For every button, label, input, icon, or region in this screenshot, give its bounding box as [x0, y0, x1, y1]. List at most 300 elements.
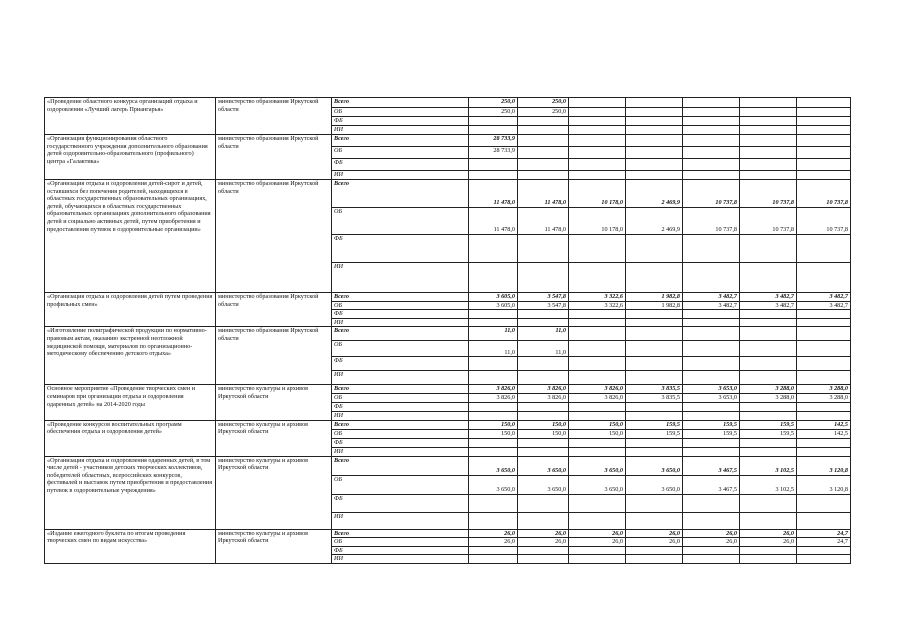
- amount-cell: 150,0: [518, 420, 569, 429]
- responsible-ministry: министерство образования Иркутской области: [216, 135, 332, 180]
- amount-cell: [740, 494, 797, 512]
- funding-source: ОБ: [332, 108, 469, 117]
- amount-cell: [740, 171, 797, 180]
- amount-cell: [683, 327, 740, 341]
- funding-source: ИИ: [332, 555, 469, 564]
- amount-cell: [740, 159, 797, 171]
- amount-cell: [626, 371, 683, 385]
- amount-cell: [518, 263, 569, 293]
- amount-cell: [797, 555, 851, 564]
- amount-cell: [626, 159, 683, 171]
- responsible-ministry: министерство культуры и архивов Иркутской области: [216, 456, 332, 529]
- amount-cell: [797, 438, 851, 447]
- amount-cell: 3 288,0: [797, 385, 851, 394]
- amount-cell: [469, 403, 518, 412]
- amount-cell: [469, 411, 518, 420]
- amount-cell: 26,0: [683, 538, 740, 547]
- amount-cell: [797, 171, 851, 180]
- amount-cell: [740, 235, 797, 263]
- amount-cell: [569, 126, 626, 135]
- amount-cell: 28 733,9: [469, 147, 518, 159]
- amount-cell: 3 120,8: [797, 456, 851, 475]
- funding-source: ОБ: [332, 538, 469, 547]
- amount-cell: [797, 108, 851, 117]
- funding-source: ФБ: [332, 117, 469, 126]
- amount-cell: [683, 512, 740, 529]
- responsible-ministry: министерство образования Иркутской области: [216, 98, 332, 135]
- amount-cell: 11 478,0: [518, 208, 569, 235]
- amount-cell: 3 650,0: [518, 475, 569, 494]
- amount-cell: [683, 263, 740, 293]
- amount-cell: 3 482,7: [797, 293, 851, 302]
- amount-cell: 3 467,5: [683, 456, 740, 475]
- amount-cell: 250,0: [469, 98, 518, 108]
- activity-description: «Организация отдыха и оздоровления детей-сирот и детей, оставшихся без попечения родителей, находящихся в областных государственных образовательных организациях, детей, обучающихся в областных государственных образовательных организациях дополнительного образования детей и социально активных детей, путем приобретения и предоставления путевок в оздоровительные организации»: [45, 180, 216, 293]
- amount-cell: [626, 108, 683, 117]
- amount-cell: 3 482,7: [740, 293, 797, 302]
- amount-cell: [469, 310, 518, 319]
- amount-cell: 10 178,0: [569, 180, 626, 208]
- amount-cell: [626, 235, 683, 263]
- amount-cell: [626, 411, 683, 420]
- amount-cell: 159,5: [740, 429, 797, 438]
- amount-cell: [740, 438, 797, 447]
- amount-cell: [518, 159, 569, 171]
- amount-cell: [518, 438, 569, 447]
- amount-cell: [518, 512, 569, 529]
- amount-cell: [626, 341, 683, 357]
- amount-cell: [797, 318, 851, 327]
- amount-cell: [626, 546, 683, 555]
- amount-cell: 159,5: [683, 420, 740, 429]
- amount-cell: 3 102,5: [740, 456, 797, 475]
- amount-cell: 3 322,6: [569, 293, 626, 302]
- table-row: [45, 98, 851, 108]
- amount-cell: [469, 159, 518, 171]
- amount-cell: [683, 341, 740, 357]
- amount-cell: [469, 494, 518, 512]
- amount-cell: [569, 546, 626, 555]
- amount-cell: [518, 147, 569, 159]
- funding-source: ИИ: [332, 126, 469, 135]
- amount-cell: [518, 447, 569, 456]
- amount-cell: [569, 263, 626, 293]
- funding-source: Всего: [332, 327, 469, 341]
- amount-cell: [518, 555, 569, 564]
- amount-cell: [797, 494, 851, 512]
- amount-cell: 26,0: [569, 538, 626, 547]
- activity-description: «Проведение конкурсов воспитательных программ обеспечения отдыха и оздоровления детей»: [45, 420, 216, 456]
- activity-description: «Изготовление полиграфической продукции по нормативно-правовым актам, оказанию экстренной неотложной медицинской помощи, материалов по организационно-методическому обеспечению детского отдыха»: [45, 327, 216, 385]
- amount-cell: 10 737,8: [797, 208, 851, 235]
- amount-cell: 3 650,0: [569, 456, 626, 475]
- amount-cell: 150,0: [569, 420, 626, 429]
- amount-cell: 26,0: [683, 529, 740, 538]
- table-row: [45, 420, 851, 429]
- amount-cell: 3 826,0: [518, 385, 569, 394]
- amount-cell: 3 288,0: [797, 394, 851, 403]
- amount-cell: [518, 235, 569, 263]
- amount-cell: [683, 235, 740, 263]
- amount-cell: [518, 546, 569, 555]
- amount-cell: [469, 126, 518, 135]
- amount-cell: [740, 371, 797, 385]
- amount-cell: [683, 147, 740, 159]
- amount-cell: 26,0: [469, 529, 518, 538]
- amount-cell: [683, 438, 740, 447]
- amount-cell: [469, 235, 518, 263]
- amount-cell: [569, 411, 626, 420]
- amount-cell: [797, 341, 851, 357]
- amount-cell: [740, 411, 797, 420]
- amount-cell: [740, 126, 797, 135]
- amount-cell: 3 650,0: [626, 475, 683, 494]
- amount-cell: 11,0: [518, 341, 569, 357]
- amount-cell: [740, 512, 797, 529]
- amount-cell: [469, 357, 518, 371]
- amount-cell: 26,0: [569, 529, 626, 538]
- amount-cell: [740, 98, 797, 108]
- amount-cell: 11 478,0: [469, 180, 518, 208]
- amount-cell: [469, 438, 518, 447]
- amount-cell: [469, 371, 518, 385]
- amount-cell: 26,0: [740, 529, 797, 538]
- amount-cell: [569, 371, 626, 385]
- amount-cell: 3 547,8: [518, 301, 569, 310]
- amount-cell: [683, 117, 740, 126]
- funding-source: Всего: [332, 385, 469, 394]
- amount-cell: [683, 555, 740, 564]
- amount-cell: [569, 171, 626, 180]
- amount-cell: 1 982,8: [626, 301, 683, 310]
- amount-cell: [518, 403, 569, 412]
- amount-cell: [626, 135, 683, 147]
- activity-description: «Проведение областного конкурса организаций отдыха и оздоровления «Лучший лагерь Приангарья»: [45, 98, 216, 135]
- amount-cell: [797, 235, 851, 263]
- amount-cell: 26,0: [469, 538, 518, 547]
- amount-cell: 3 826,0: [569, 385, 626, 394]
- amount-cell: 250,0: [518, 98, 569, 108]
- amount-cell: [626, 147, 683, 159]
- amount-cell: [740, 310, 797, 319]
- amount-cell: 26,0: [518, 529, 569, 538]
- amount-cell: [569, 341, 626, 357]
- amount-cell: [797, 411, 851, 420]
- amount-cell: [626, 512, 683, 529]
- amount-cell: [518, 411, 569, 420]
- amount-cell: [797, 447, 851, 456]
- amount-cell: 10 178,0: [569, 208, 626, 235]
- amount-cell: [569, 235, 626, 263]
- amount-cell: [683, 171, 740, 180]
- amount-cell: [740, 357, 797, 371]
- amount-cell: 24,7: [797, 529, 851, 538]
- amount-cell: [469, 512, 518, 529]
- amount-cell: [683, 411, 740, 420]
- amount-cell: [518, 171, 569, 180]
- activity-description: «Организация отдыха и оздоровления детей путем проведения профильных смен»: [45, 293, 216, 327]
- funding-source: ИИ: [332, 171, 469, 180]
- amount-cell: 3 650,0: [626, 456, 683, 475]
- amount-cell: [469, 555, 518, 564]
- amount-cell: [683, 98, 740, 108]
- amount-cell: [518, 371, 569, 385]
- amount-cell: 11,0: [469, 327, 518, 341]
- amount-cell: 3 288,0: [740, 394, 797, 403]
- amount-cell: [569, 135, 626, 147]
- amount-cell: [740, 403, 797, 412]
- amount-cell: 142,5: [797, 429, 851, 438]
- amount-cell: [569, 108, 626, 117]
- amount-cell: [683, 108, 740, 117]
- amount-cell: [797, 546, 851, 555]
- amount-cell: [569, 447, 626, 456]
- funding-source: ИИ: [332, 512, 469, 529]
- amount-cell: [518, 318, 569, 327]
- amount-cell: 10 737,8: [740, 208, 797, 235]
- amount-cell: 11,0: [469, 341, 518, 357]
- amount-cell: 1 982,8: [626, 293, 683, 302]
- amount-cell: 11 478,0: [469, 208, 518, 235]
- amount-cell: [518, 126, 569, 135]
- funding-source: ОБ: [332, 475, 469, 494]
- amount-cell: [469, 171, 518, 180]
- amount-cell: 3 288,0: [740, 385, 797, 394]
- amount-cell: [797, 357, 851, 371]
- funding-source: ФБ: [332, 403, 469, 412]
- amount-cell: [626, 447, 683, 456]
- amount-cell: [797, 159, 851, 171]
- amount-cell: [626, 171, 683, 180]
- amount-cell: 3 482,7: [797, 301, 851, 310]
- amount-cell: [683, 126, 740, 135]
- funding-source: ИИ: [332, 447, 469, 456]
- amount-cell: [683, 318, 740, 327]
- amount-cell: 159,5: [626, 429, 683, 438]
- amount-cell: [469, 117, 518, 126]
- amount-cell: [569, 117, 626, 126]
- amount-cell: [569, 159, 626, 171]
- amount-cell: [469, 546, 518, 555]
- amount-cell: 3 547,8: [518, 293, 569, 302]
- funding-source: ОБ: [332, 208, 469, 235]
- amount-cell: [626, 357, 683, 371]
- responsible-ministry: министерство культуры и архивов Иркутской области: [216, 385, 332, 420]
- amount-cell: [740, 108, 797, 117]
- funding-source: Всего: [332, 98, 469, 108]
- funding-table: [44, 97, 851, 564]
- amount-cell: [740, 447, 797, 456]
- amount-cell: 150,0: [569, 429, 626, 438]
- amount-cell: [518, 135, 569, 147]
- amount-cell: [683, 310, 740, 319]
- funding-source: ОБ: [332, 301, 469, 310]
- amount-cell: [740, 327, 797, 341]
- funding-source: ИИ: [332, 411, 469, 420]
- amount-cell: 159,5: [683, 429, 740, 438]
- amount-cell: [740, 341, 797, 357]
- funding-source: ФБ: [332, 235, 469, 263]
- amount-cell: [797, 263, 851, 293]
- amount-cell: [740, 263, 797, 293]
- activity-description: «Организация функционирования областного государственного учреждения дополнительного образования детей оздоровительно-образовательного (профильного) центра «Галактика»: [45, 135, 216, 180]
- responsible-ministry: министерство образования Иркутской области: [216, 180, 332, 293]
- amount-cell: 3 835,5: [626, 394, 683, 403]
- amount-cell: [740, 318, 797, 327]
- amount-cell: [626, 263, 683, 293]
- funding-source: ОБ: [332, 147, 469, 159]
- funding-source: ОБ: [332, 341, 469, 357]
- amount-cell: [569, 327, 626, 341]
- responsible-ministry: министерство культуры и архивов Иркутской области: [216, 529, 332, 563]
- amount-cell: [626, 126, 683, 135]
- funding-source: Всего: [332, 456, 469, 475]
- funding-source: ОБ: [332, 429, 469, 438]
- amount-cell: [683, 135, 740, 147]
- amount-cell: 3 835,5: [626, 385, 683, 394]
- amount-cell: [626, 403, 683, 412]
- amount-cell: 3 653,0: [683, 394, 740, 403]
- amount-cell: 159,5: [740, 420, 797, 429]
- amount-cell: [683, 357, 740, 371]
- activity-description: «Организация отдыха и оздоровления одаренных детей, в том числе детей - участников детских творческих коллективов, победителей областных, всероссийских конкурсов, фестивалей и выставок путем приобретения и предоставления путевок в оздоровительные учреждения»: [45, 456, 216, 529]
- amount-cell: [626, 318, 683, 327]
- amount-cell: 10 737,8: [683, 180, 740, 208]
- amount-cell: 10 737,8: [683, 208, 740, 235]
- amount-cell: [797, 98, 851, 108]
- responsible-ministry: министерство образования Иркутской области: [216, 293, 332, 327]
- amount-cell: 11,0: [518, 327, 569, 341]
- amount-cell: 3 826,0: [569, 394, 626, 403]
- amount-cell: 3 482,7: [740, 301, 797, 310]
- amount-cell: [469, 447, 518, 456]
- table-row: [45, 529, 851, 538]
- amount-cell: 28 733,9: [469, 135, 518, 147]
- funding-source: ИИ: [332, 263, 469, 293]
- amount-cell: [683, 447, 740, 456]
- amount-cell: 24,7: [797, 538, 851, 547]
- amount-cell: [797, 371, 851, 385]
- amount-cell: [683, 403, 740, 412]
- amount-cell: 3 650,0: [569, 475, 626, 494]
- amount-cell: 26,0: [626, 538, 683, 547]
- amount-cell: 10 737,8: [740, 180, 797, 208]
- amount-cell: [683, 494, 740, 512]
- funding-source: ФБ: [332, 438, 469, 447]
- amount-cell: [626, 494, 683, 512]
- funding-source: ИИ: [332, 371, 469, 385]
- amount-cell: [797, 126, 851, 135]
- amount-cell: 159,5: [626, 420, 683, 429]
- amount-cell: [569, 310, 626, 319]
- amount-cell: [683, 159, 740, 171]
- amount-cell: 150,0: [518, 429, 569, 438]
- funding-source: ФБ: [332, 546, 469, 555]
- amount-cell: [797, 327, 851, 341]
- amount-cell: 3 653,0: [683, 385, 740, 394]
- amount-cell: [797, 147, 851, 159]
- funding-source: Всего: [332, 293, 469, 302]
- amount-cell: 11 478,0: [518, 180, 569, 208]
- amount-cell: 2 469,9: [626, 208, 683, 235]
- amount-cell: 3 826,0: [469, 385, 518, 394]
- amount-cell: [569, 318, 626, 327]
- funding-source: ФБ: [332, 310, 469, 319]
- funding-source: ФБ: [332, 357, 469, 371]
- amount-cell: [469, 318, 518, 327]
- responsible-ministry: министерство культуры и архивов Иркутской области: [216, 420, 332, 456]
- amount-cell: 3 322,6: [569, 301, 626, 310]
- funding-source: Всего: [332, 135, 469, 147]
- amount-cell: 3 650,0: [518, 456, 569, 475]
- table-row: [45, 293, 851, 302]
- amount-cell: [569, 438, 626, 447]
- amount-cell: 26,0: [518, 538, 569, 547]
- activity-description: Основное мероприятие «Проведение творческих смен и семинаров при организации отдыха и оздоровления одаренных детей» на 2014-2020 годы: [45, 385, 216, 420]
- amount-cell: [740, 135, 797, 147]
- amount-cell: 26,0: [740, 538, 797, 547]
- responsible-ministry: министерство образования Иркутской области: [216, 327, 332, 385]
- funding-source: Всего: [332, 529, 469, 538]
- amount-cell: [518, 357, 569, 371]
- amount-cell: 150,0: [469, 420, 518, 429]
- amount-cell: 3 482,7: [683, 293, 740, 302]
- amount-cell: [626, 310, 683, 319]
- amount-cell: [797, 117, 851, 126]
- table-row: [45, 180, 851, 208]
- funding-source: Всего: [332, 180, 469, 208]
- amount-cell: [569, 494, 626, 512]
- amount-cell: [740, 546, 797, 555]
- amount-cell: [518, 117, 569, 126]
- amount-cell: 2 469,9: [626, 180, 683, 208]
- amount-cell: [626, 327, 683, 341]
- amount-cell: [626, 438, 683, 447]
- amount-cell: 150,0: [469, 429, 518, 438]
- amount-cell: [518, 310, 569, 319]
- amount-cell: [469, 263, 518, 293]
- amount-cell: 3 650,0: [469, 475, 518, 494]
- amount-cell: 142,5: [797, 420, 851, 429]
- amount-cell: [683, 546, 740, 555]
- amount-cell: [626, 555, 683, 564]
- amount-cell: [569, 98, 626, 108]
- amount-cell: [569, 357, 626, 371]
- table-row: [45, 135, 851, 147]
- amount-cell: [626, 117, 683, 126]
- table-row: [45, 385, 851, 394]
- amount-cell: [740, 117, 797, 126]
- funding-source: ИИ: [332, 318, 469, 327]
- amount-cell: 3 102,5: [740, 475, 797, 494]
- amount-cell: 3 650,0: [469, 456, 518, 475]
- amount-cell: [569, 147, 626, 159]
- amount-cell: 10 737,8: [797, 180, 851, 208]
- amount-cell: [797, 512, 851, 529]
- amount-cell: [797, 310, 851, 319]
- funding-source: ФБ: [332, 494, 469, 512]
- funding-source: Всего: [332, 420, 469, 429]
- amount-cell: 3 605,0: [469, 301, 518, 310]
- amount-cell: [569, 512, 626, 529]
- amount-cell: 3 826,0: [518, 394, 569, 403]
- amount-cell: 250,0: [469, 108, 518, 117]
- amount-cell: 3 826,0: [469, 394, 518, 403]
- amount-cell: [518, 494, 569, 512]
- amount-cell: 250,0: [518, 108, 569, 117]
- amount-cell: 3 482,7: [683, 301, 740, 310]
- amount-cell: [797, 135, 851, 147]
